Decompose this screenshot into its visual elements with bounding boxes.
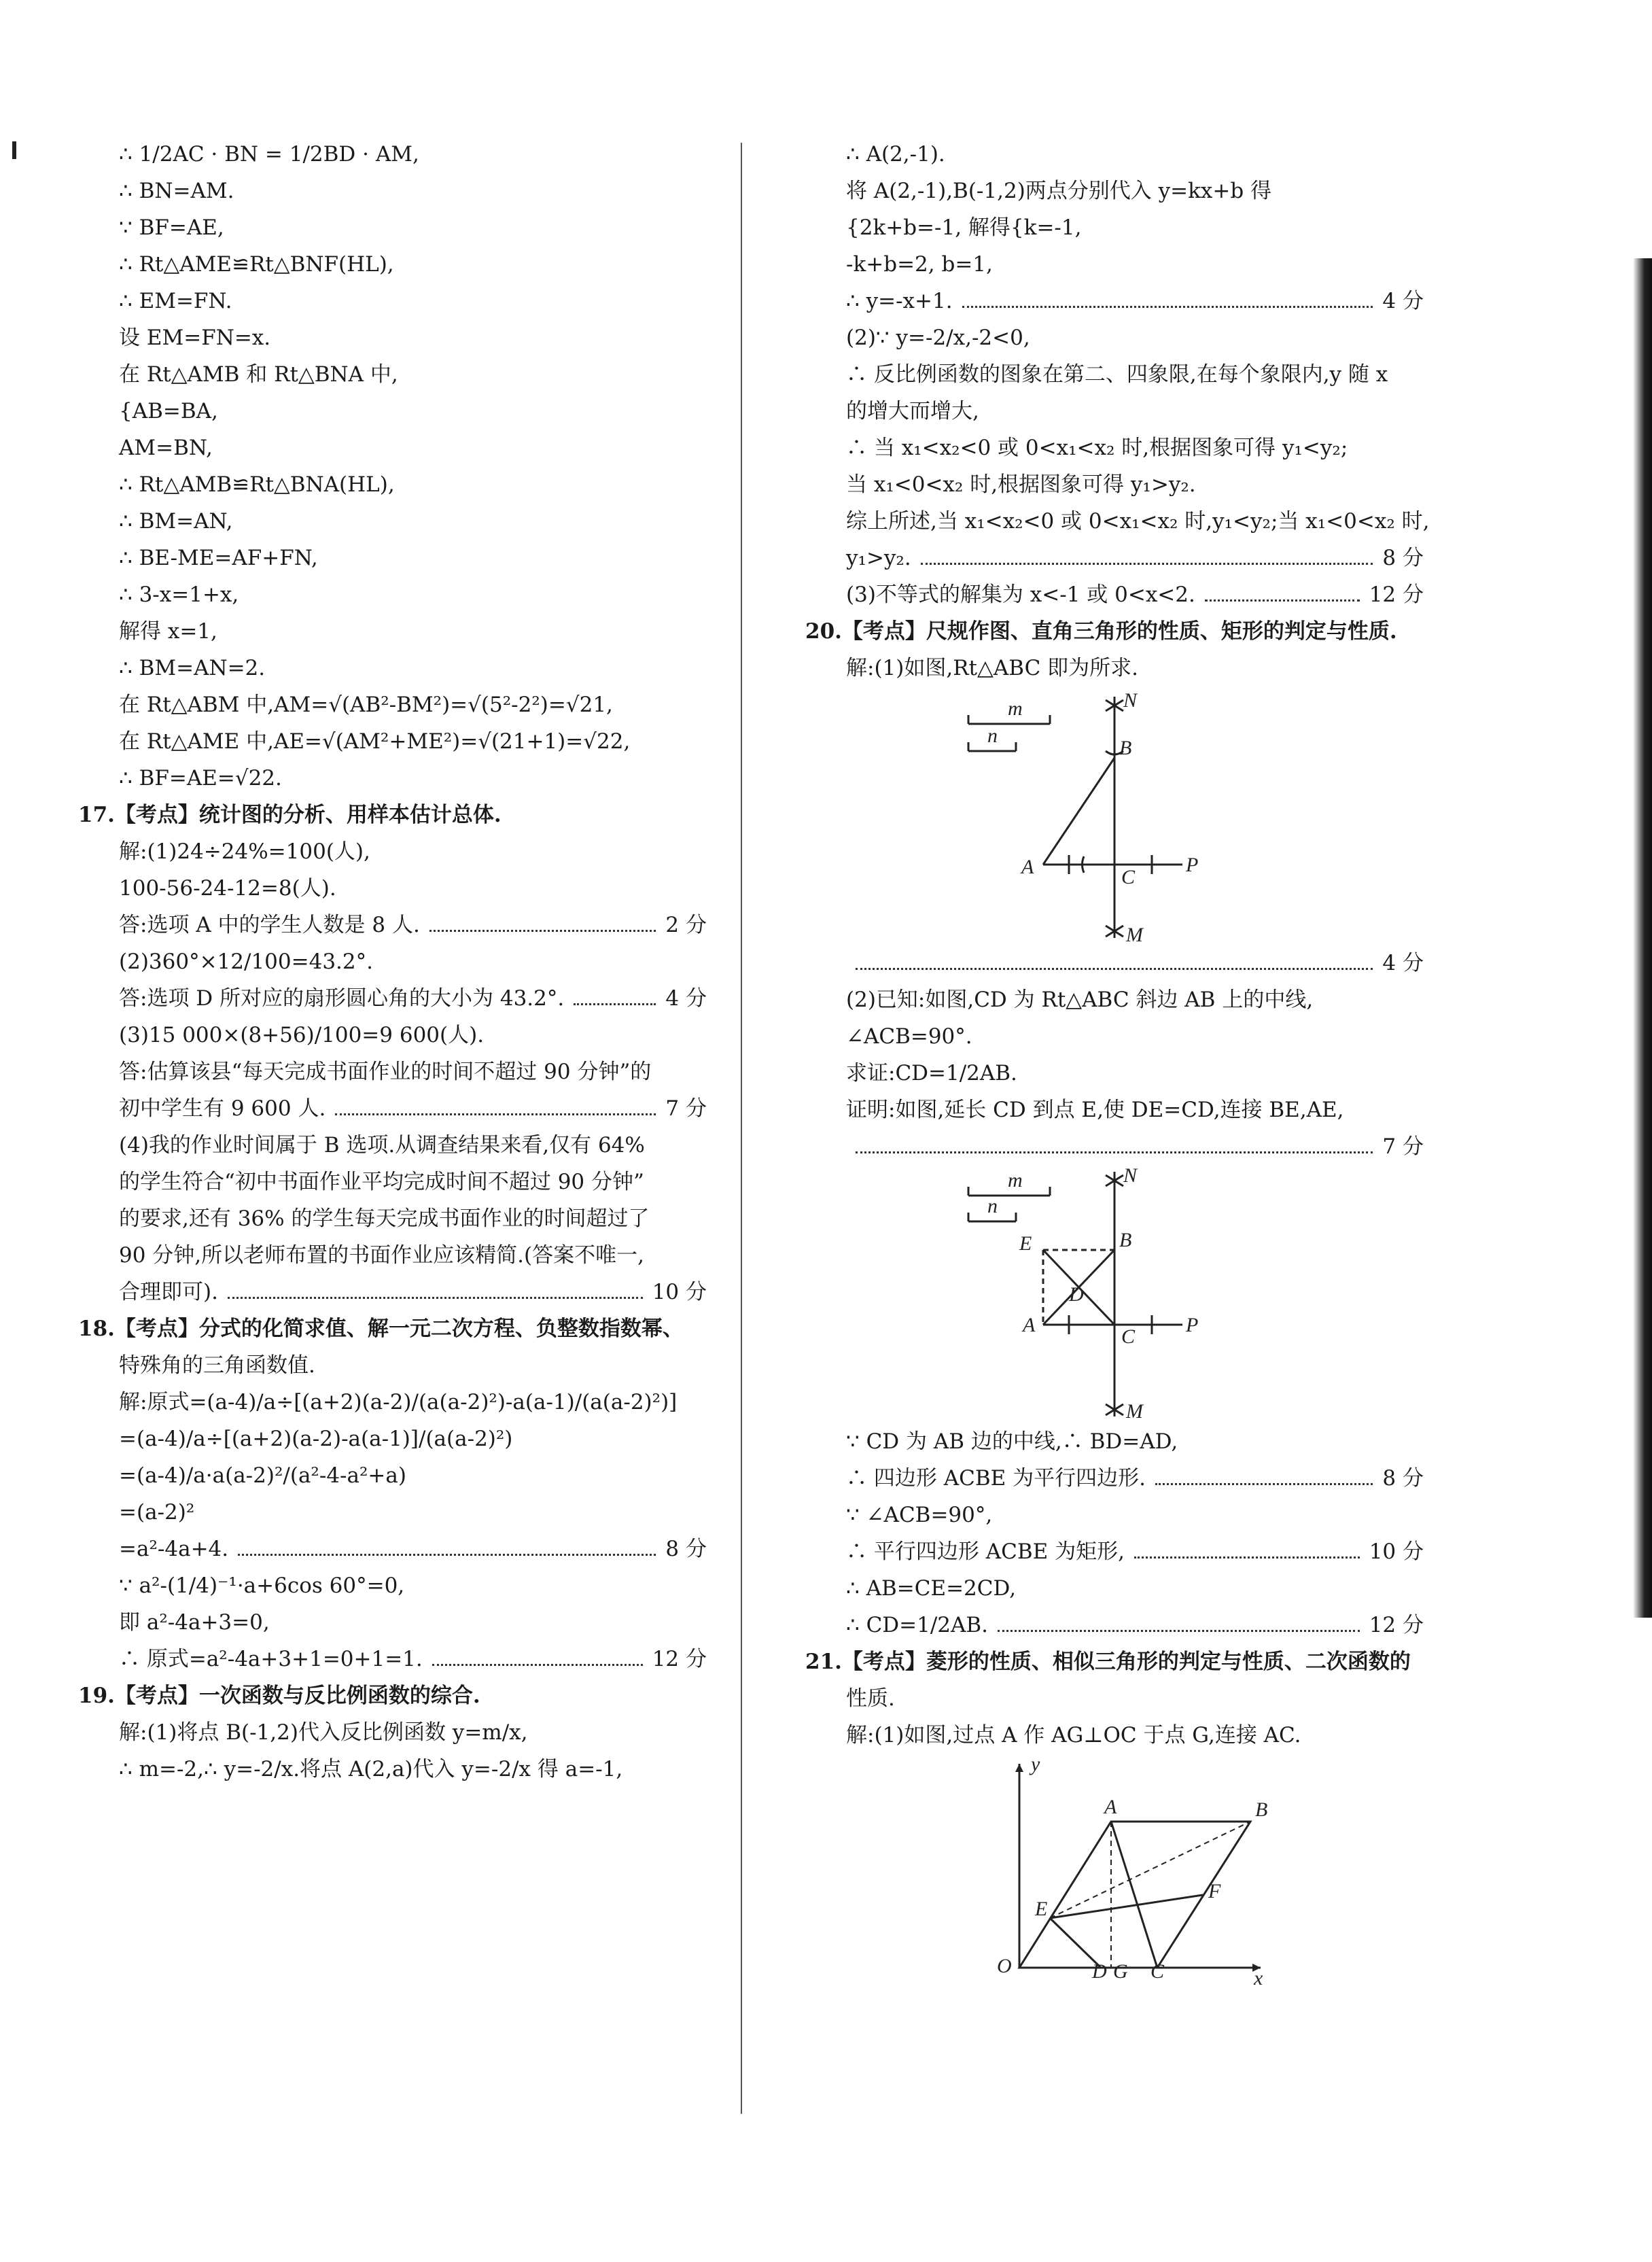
fig3-label-D: D [1092, 1960, 1107, 1983]
score-points: 12 分 [1369, 582, 1424, 607]
line-text: 性质. [846, 1686, 895, 1711]
line-text: 解:(1)如图,Rt△ABC 即为所求. [846, 656, 1139, 680]
line-text: ∴ CD=1/2AB. [846, 1613, 989, 1637]
line-text: ∴ Rt△AMB≌Rt△BNA(HL), [119, 472, 395, 497]
text-line [78, 1347, 707, 1384]
line-text: 20.【考点】尺规作图、直角三角形的性质、矩形的判定与性质. [805, 619, 1397, 644]
section-heading [78, 1310, 707, 1347]
text-line [78, 943, 707, 980]
text-line [78, 393, 707, 430]
score-points: 10 分 [1369, 1539, 1424, 1564]
line-text: ∴ 当 x₁<x₂<0 或 0<x₁<x₂ 时,根据图象可得 y₁<y₂; [846, 436, 1348, 460]
line-text: 综上所述,当 x₁<x₂<0 或 0<x₁<x₂ 时,y₁<y₂;当 x₁<0<x₂ 时, [846, 509, 1430, 534]
leader-dots [962, 306, 1373, 308]
line-text: ∴ BE-ME=AF+FN, [119, 546, 318, 570]
line-text: ∴ EM=FN. [119, 289, 232, 313]
scored-line [805, 576, 1424, 613]
right-block-a [805, 136, 1430, 686]
line-text: =a²-4a+4. [119, 1537, 229, 1561]
scored-line [78, 1641, 707, 1677]
score-points: 7 分 [665, 1096, 707, 1121]
text-line [805, 430, 1424, 466]
text-line [78, 540, 707, 576]
line-text: 设 EM=FN=x. [119, 326, 271, 350]
line-text: 特殊角的三角函数值. [119, 1353, 315, 1378]
text-line [78, 1384, 707, 1421]
fig2-label-N: N [1123, 1165, 1138, 1187]
text-line [78, 319, 707, 356]
text-line [78, 246, 707, 283]
score-points: 12 分 [652, 1647, 707, 1671]
fig2-label-D: D [1069, 1283, 1084, 1306]
line-text: 解得 x=1, [119, 619, 217, 644]
fig2-label-C: C [1121, 1325, 1136, 1348]
line-text: ∴ y=-x+1. [846, 289, 953, 313]
score-points: 7 分 [1382, 1134, 1424, 1159]
text-line [78, 1751, 707, 1788]
line-text: 合理即可). [119, 1280, 218, 1304]
line-text: 初中学生有 9 600 人. [119, 1096, 326, 1121]
score-points: 4 分 [1382, 289, 1424, 313]
fig1-label-M: M [1126, 924, 1143, 945]
line-text: {2k+b=-1, 解得{k=-1, [846, 215, 1082, 240]
score-points: 8 分 [1382, 1466, 1424, 1491]
fig2-label-A: A [1023, 1314, 1036, 1336]
fig1-label-B: B [1119, 737, 1132, 759]
fig1-label-A: A [1021, 856, 1034, 878]
text-line [805, 173, 1424, 209]
scored-line [78, 980, 707, 1017]
fig3-label-O: O [997, 1955, 1012, 1977]
scored-line [805, 283, 1424, 319]
line-text: (2)360°×12/100=43.2°. [119, 950, 373, 974]
text-line [78, 833, 707, 870]
fig2-label-n: n [987, 1195, 998, 1217]
figure-construction-1 [948, 686, 1233, 945]
fig1-label-C: C [1121, 866, 1136, 888]
text-line [805, 503, 1430, 540]
line-text: (3)15 000×(8+56)/100=9 600(人). [119, 1023, 485, 1047]
line-text: -k+b=2, b=1, [846, 252, 993, 277]
fig1-label-n: n [987, 725, 998, 747]
fig3-label-A: A [1104, 1796, 1117, 1818]
score-points: 12 分 [1369, 1613, 1424, 1637]
text-line [78, 1567, 707, 1604]
text-line [805, 1497, 1424, 1533]
text-line [805, 650, 1424, 686]
line-text: 在 Rt△AMB 和 Rt△BNA 中, [119, 362, 398, 387]
fig1-label-m: m [1008, 697, 1023, 720]
leader-dots [228, 1297, 643, 1299]
right-column [805, 136, 1430, 1985]
line-text: ∴ m=-2,∴ y=-2/x.将点 A(2,a)代入 y=-2/x 得 a=-1, [119, 1757, 623, 1781]
line-text: ∴ 原式=a²-4a+3+1=0+1=1. [119, 1647, 423, 1671]
left-column [78, 136, 707, 1788]
line-text: ∴ AB=CE=2CD, [846, 1576, 1017, 1601]
fig2-label-B: B [1119, 1229, 1132, 1251]
leader-dots [856, 968, 1373, 970]
line-text: 答:估算该县“每天完成书面作业的时间不超过 90 分钟”的 [119, 1060, 652, 1084]
line-text: ∴ 平行四边形 ACBE 为矩形, [846, 1539, 1125, 1564]
leader-dots [574, 1003, 656, 1005]
figure-rhombus [982, 1754, 1281, 1985]
score-points: 2 分 [665, 913, 707, 937]
line-text: ∴ Rt△AME≌Rt△BNF(HL), [119, 252, 394, 277]
fig3-label-C: C [1150, 1960, 1165, 1983]
text-line [78, 430, 707, 466]
scored-line [78, 1090, 707, 1127]
text-line [78, 1127, 707, 1164]
line-text: y₁>y₂. [846, 546, 911, 570]
line-text: 的增大而增大, [846, 399, 979, 423]
text-line [78, 1017, 707, 1054]
text-line [805, 136, 1424, 173]
text-line [805, 466, 1424, 503]
line-text: (2)已知:如图,CD 为 Rt△ABC 斜边 AB 上的中线, [846, 988, 1314, 1012]
line-text: ∵ a²-(1/4)⁻¹·a+6cos 60°=0, [119, 1573, 405, 1598]
text-line [78, 686, 707, 723]
section-heading [805, 613, 1424, 650]
line-text: 将 A(2,-1),B(-1,2)两点分别代入 y=kx+b 得 [846, 179, 1272, 203]
line-text: ∵ ∠ACB=90°, [846, 1503, 993, 1527]
fig2-label-P: P [1186, 1314, 1199, 1336]
section-heading [78, 1677, 707, 1714]
scored-line [805, 1533, 1424, 1570]
line-text: {AB=BA, [119, 399, 218, 423]
text-line [805, 356, 1424, 393]
line-text: (4)我的作业时间属于 B 选项.从调查结果来看,仅有 64% [119, 1133, 645, 1158]
scored-line [805, 1128, 1424, 1165]
line-text: 即 a²-4a+3=0, [119, 1610, 270, 1635]
line-text: =(a-4)/a÷[(a+2)(a-2)-a(a-1)]/(a(a-2)²) [119, 1427, 513, 1451]
text-line [78, 1200, 707, 1237]
text-line [805, 1680, 1424, 1717]
text-line [78, 1714, 707, 1751]
fig3-label-x: x [1254, 1967, 1263, 1985]
line-text: 90 分钟,所以老师布置的书面作业应该精简.(答案不唯一, [119, 1243, 644, 1268]
line-text: 17.【考点】统计图的分析、用样本估计总体. [78, 803, 502, 827]
scored-line [805, 540, 1424, 576]
leader-dots [921, 563, 1373, 565]
right-block-c [805, 1423, 1424, 1754]
line-text: 21.【考点】菱形的性质、相似三角形的判定与性质、二次函数的 [805, 1650, 1411, 1674]
text-line [805, 1055, 1424, 1092]
leader-dots [1134, 1556, 1360, 1559]
line-text: 100-56-24-12=8(人). [119, 876, 336, 901]
section-heading [78, 797, 707, 833]
line-text: ∴ 四边形 ACBE 为平行四边形. [846, 1466, 1146, 1491]
leader-dots [1205, 599, 1360, 602]
line-text: 的要求,还有 36% 的学生每天完成书面作业的时间超过了 [119, 1206, 650, 1231]
text-line [78, 1421, 707, 1457]
text-line [78, 136, 707, 173]
text-line [78, 173, 707, 209]
text-line [78, 356, 707, 393]
score-points: 8 分 [1382, 546, 1424, 570]
score-points: 8 分 [665, 1537, 707, 1561]
line-text: ∴ BN=AM. [119, 179, 234, 203]
scored-line [78, 1274, 707, 1310]
column-divider [741, 143, 742, 2114]
leader-dots [335, 1113, 656, 1115]
page-edge-shadow [1633, 258, 1652, 1618]
fig3-label-B: B [1255, 1798, 1268, 1821]
line-text: 证明:如图,延长 CD 到点 E,使 DE=CD,连接 BE,AE, [846, 1098, 1344, 1122]
section-heading [805, 1643, 1424, 1680]
fig2-label-m: m [1008, 1169, 1023, 1191]
score-points: 10 分 [652, 1280, 707, 1304]
line-text: 19.【考点】一次函数与反比例函数的综合. [78, 1684, 480, 1708]
line-text: ∴ BM=AN, [119, 509, 233, 534]
line-text: 求证:CD=1/2AB. [846, 1061, 1017, 1085]
leader-dots [432, 1664, 643, 1666]
line-text: 的学生符合“初中书面作业平均完成时间不超过 90 分钟” [119, 1170, 644, 1194]
text-line [78, 1604, 707, 1641]
text-line [78, 1237, 707, 1274]
line-text: 在 Rt△ABM 中,AM=√(AB²-BM²)=√(5²-2²)=√21, [119, 693, 613, 717]
line-text: 18.【考点】分式的化简求值、解一元二次方程、负整数指数幂、 [78, 1317, 684, 1341]
line-text: ∵ BF=AE, [119, 215, 224, 240]
text-line [805, 1570, 1424, 1607]
text-line [78, 1494, 707, 1531]
line-text: =(a-4)/a·a(a-2)²/(a²-4-a²+a) [119, 1463, 406, 1488]
score-points: 4 分 [1382, 951, 1424, 975]
scored-line [78, 1531, 707, 1567]
line-text: 解:(1)将点 B(-1,2)代入反比例函数 y=m/x, [119, 1720, 528, 1745]
line-text: ∴ 反比例函数的图象在第二、四象限,在每个象限内,y 随 x [846, 362, 1388, 387]
text-line [78, 613, 707, 650]
text-line [805, 1092, 1424, 1128]
text-line [805, 246, 1424, 283]
text-line [78, 1164, 707, 1200]
text-line [805, 1717, 1424, 1754]
fig3-label-G: G [1113, 1960, 1128, 1983]
fig1-label-P: P [1186, 854, 1199, 876]
leader-dots [1155, 1483, 1373, 1485]
figure-construction-2 [948, 1165, 1233, 1423]
right-block-b [805, 945, 1424, 1165]
line-text: ∴ 1/2AC · BN = 1/2BD · AM, [119, 142, 419, 167]
text-line [805, 981, 1424, 1018]
text-line [805, 319, 1424, 356]
fig3-label-F: F [1208, 1880, 1221, 1902]
fig2-label-E: E [1019, 1232, 1032, 1255]
line-text: ∴ A(2,-1). [846, 142, 945, 167]
line-text: ∴ 3-x=1+x, [119, 582, 239, 607]
leader-dots [856, 1151, 1373, 1153]
scored-line [805, 945, 1424, 981]
fig3-label-E: E [1035, 1898, 1048, 1920]
text-line [78, 870, 707, 907]
text-line [78, 576, 707, 613]
line-text: (3)不等式的解集为 x<-1 或 0<x<2. [846, 582, 1195, 607]
line-text: =(a-2)² [119, 1500, 195, 1525]
line-text: ∵ CD 为 AB 边的中线,∴ BD=AD, [846, 1429, 1178, 1454]
page-corner-mark [12, 141, 16, 159]
line-text: AM=BN, [119, 436, 213, 460]
score-points: 4 分 [665, 986, 707, 1011]
text-line [78, 650, 707, 686]
scored-line [78, 907, 707, 943]
leader-dots [238, 1554, 656, 1556]
text-line [78, 723, 707, 760]
line-text: 解:原式=(a-4)/a÷[(a+2)(a-2)/(a(a-2)²)-a(a-1)/(a(a-2)²)] [119, 1390, 678, 1414]
text-line [805, 393, 1424, 430]
fig2-label-M: M [1126, 1400, 1143, 1423]
text-line [78, 503, 707, 540]
line-text: 解:(1)24÷24%=100(人), [119, 839, 370, 864]
scored-line [805, 1460, 1424, 1497]
text-line [805, 1018, 1424, 1055]
text-line [78, 466, 707, 503]
line-text: (2)∵ y=-2/x,-2<0, [846, 326, 1030, 350]
line-text: ∴ BM=AN=2. [119, 656, 266, 680]
text-line [78, 760, 707, 797]
line-text: ∠ACB=90°. [846, 1024, 972, 1049]
line-text: ∴ BF=AE=√22. [119, 766, 282, 790]
leader-dots [998, 1630, 1360, 1632]
line-text: 当 x₁<0<x₂ 时,根据图象可得 y₁>y₂. [846, 472, 1196, 497]
line-text: 答:选项 A 中的学生人数是 8 人. [119, 913, 420, 937]
line-text: 解:(1)如图,过点 A 作 AG⊥OC 于点 G,连接 AC. [846, 1723, 1301, 1747]
text-line [78, 283, 707, 319]
text-line [805, 209, 1424, 246]
text-line [78, 209, 707, 246]
text-line [805, 1423, 1424, 1460]
text-line [78, 1054, 707, 1090]
leader-dots [429, 930, 656, 932]
line-text: 答:选项 D 所对应的扇形圆心角的大小为 43.2°. [119, 986, 565, 1011]
line-text: 在 Rt△AME 中,AE=√(AM²+ME²)=√(21+1)=√22, [119, 729, 631, 754]
fig3-label-y: y [1031, 1754, 1040, 1775]
scored-line [805, 1607, 1424, 1643]
text-line [78, 1457, 707, 1494]
fig1-label-N: N [1123, 689, 1138, 712]
